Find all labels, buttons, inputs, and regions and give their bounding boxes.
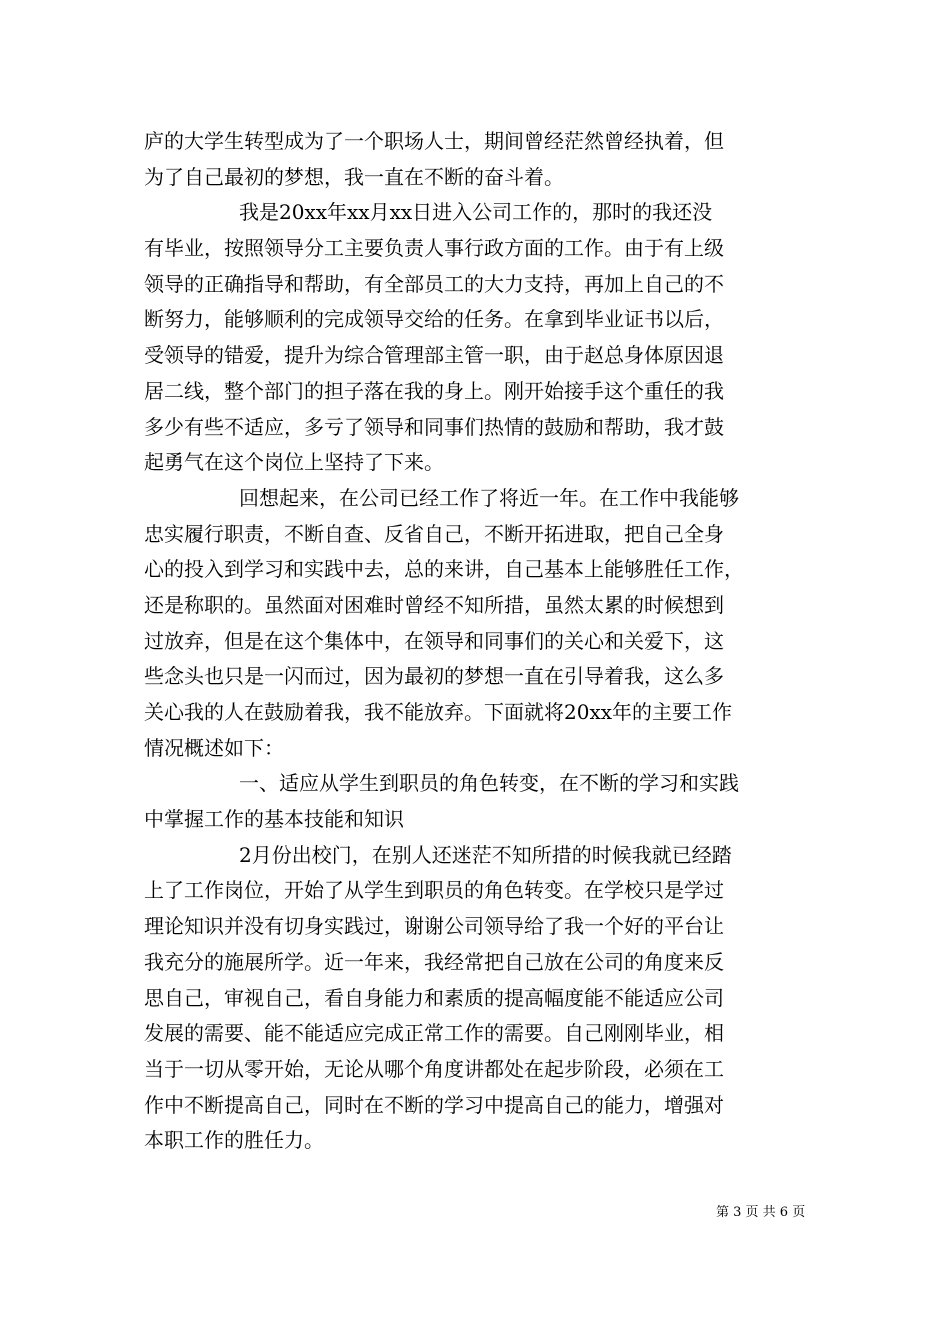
text-line: 起勇气在这个岗位上坚持了下来。 [144,450,444,475]
text-line: 一、适应从学生到职员的角色转变，在不断的学习和实践 [239,771,739,796]
text-line: 作中不断提高自己，同时在不断的学习中提高自己的能力，增强对 [144,1092,724,1117]
text-line: 情况概述如下： [144,735,284,760]
text-line: 断努力，能够顺利的完成领导交给的任务。在拿到毕业证书以后， [144,307,724,332]
text-line: 关心我的人在鼓励着我，我不能放弃。下面就将20xx年的主要工作 [144,700,733,724]
text-line: 还是称职的。虽然面对困难时曾经不知所措，虽然太累的时候想到 [144,592,724,617]
text-line: 心的投入到学习和实践中去，总的来讲，自己基本上能够胜任工作， [144,557,744,582]
text-line: 多少有些不适应，多亏了领导和同事们热情的鼓励和帮助，我才鼓 [144,414,724,439]
text-line: 当于一切从零开始，无论从哪个角度讲都处在起步阶段，必须在工 [144,1056,724,1081]
text-line: 领导的正确指导和帮助，有全部员工的大力支持，再加上自己的不 [144,271,724,296]
text-line: 思自己，审视自己，看自身能力和素质的提高幅度能不能适应公司 [144,985,724,1010]
text-line: 受领导的错爱，提升为综合管理部主管一职，由于赵总身体原因退 [144,343,724,368]
text-line: 理论知识并没有切身实践过，谢谢公司领导给了我一个好的平台让 [144,914,724,939]
text-line: 庐的大学生转型成为了一个职场人士，期间曾经茫然曾经执着，但 [144,129,724,153]
text-line: 有毕业，按照领导分工主要负责人事行政方面的工作。由于有上级 [144,236,724,261]
text-line: 居二线，整个部门的担子落在我的身上。刚开始接手这个重任的我 [144,378,724,403]
text-line: 上了工作岗位，开始了从学生到职员的角色转变。在学校只是学过 [144,878,724,903]
text-line: 发展的需要、能不能适应完成正常工作的需要。自己刚刚毕业，相 [144,1021,724,1046]
text-line: 忠实履行职责，不断自查、反省自己，不断开拓进取，把自己全身 [144,521,724,546]
text-line: 本职工作的胜任力。 [144,1128,324,1153]
document-body [144,124,810,1159]
text-line: 中掌握工作的基本技能和知识 [144,807,404,832]
text-line: 回想起来，在公司已经工作了将近一年。在工作中我能够 [239,485,739,510]
text-line: 为了自己最初的梦想，我一直在不断的奋斗着。 [144,164,564,189]
text-line: 2月份出校门，在别人还迷茫不知所措的时候我就已经踏 [239,842,732,867]
text-line: 我是20xx年xx月xx日进入公司工作的，那时的我还没 [239,200,713,225]
page-number-footer: 第 3 页 共 6 页 [716,1205,806,1220]
text-line: 些念头也只是一闪而过，因为最初的梦想一直在引导着我，这么多 [144,664,724,689]
text-line: 过放弃，但是在这个集体中，在领导和同事们的关心和关爱下，这 [144,628,724,653]
text-line: 我充分的施展所学。近一年来，我经常把自己放在公司的角度来反 [144,949,724,974]
